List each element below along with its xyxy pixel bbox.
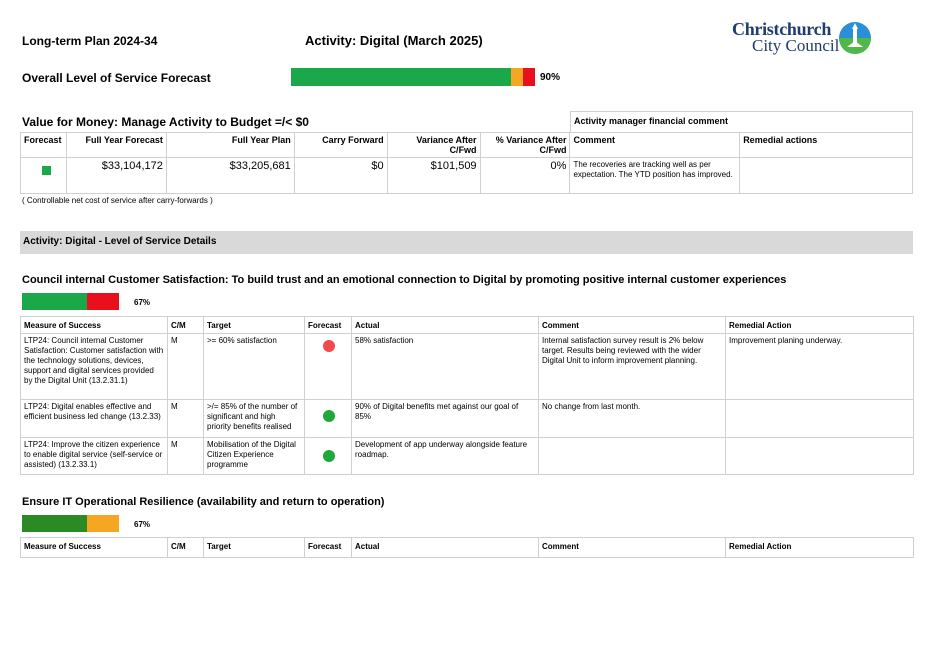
table-row [21, 400, 914, 438]
cm-cell: M [168, 400, 204, 438]
measure-cell: LTP24: Improve the citizen experience to enable digital service (self-service or assisted) (13.2.33.1) [21, 438, 168, 475]
col-forecast: Forecast [305, 538, 352, 558]
bar-segment-orange [87, 515, 119, 532]
col-actual: Actual [352, 317, 539, 334]
forecast-status-dot [323, 410, 335, 422]
forecast-status-square [42, 166, 51, 175]
activity-title: Activity: Digital (March 2025) [305, 33, 483, 48]
bar-segment-red [523, 68, 535, 86]
financial-comment-heading: Activity manager financial comment [570, 111, 913, 132]
variance-value: $101,509 [387, 158, 480, 194]
group-2-header-row [21, 538, 914, 558]
group-1-title: Council internal Customer Satisfaction: To build trust and an emotional connection to Digital by promoting positive internal customer experiences [22, 274, 787, 286]
full-year-forecast-value: $33,104,172 [66, 158, 166, 194]
overall-los-bar [291, 68, 535, 86]
col-actual: Actual [352, 538, 539, 558]
col-comment: Comment [570, 133, 740, 158]
forecast-cell [21, 158, 67, 194]
col-remedial: Remedial actions [740, 133, 913, 158]
los-section-title: Activity: Digital - Level of Service Details [20, 231, 913, 254]
financial-comment: The recoveries are tracking well as per expectation. The YTD position has improved. [570, 158, 740, 194]
actual-cell: 90% of Digital benefits met against our goal of 85% [352, 400, 539, 438]
col-cm: C/M [168, 538, 204, 558]
comment-cell: No change from last month. [539, 400, 726, 438]
vfm-data-row [21, 158, 913, 194]
vfm-note: ( Controllable net cost of service after carry-forwards ) [22, 196, 213, 205]
col-remedial-action: Remedial Action [726, 317, 914, 334]
vfm-header-row [21, 133, 913, 158]
vfm-table [20, 132, 913, 194]
financial-remedial [740, 158, 913, 194]
col-measure: Measure of Success [21, 538, 168, 558]
cm-cell: M [168, 334, 204, 400]
col-variance: Variance After C/Fwd [387, 133, 480, 158]
measure-cell: LTP24: Council internal Customer Satisfaction: Customer satisfaction with the technology solutions, devices, support and digital services provided by the Digital Unit (13.2.31.1) [21, 334, 168, 400]
forecast-status-dot [323, 340, 335, 352]
col-comment: Comment [539, 317, 726, 334]
remedial-cell: Improvement planing underway. [726, 334, 914, 400]
comment-cell: Internal satisfaction survey result is 2% below target. Results being reviewed with the wider Digital Unit to inform improvement planning. [539, 334, 726, 400]
group-2-percent: 67% [134, 520, 151, 529]
bar-segment-green [291, 68, 511, 86]
pct-variance-value: 0% [480, 158, 570, 194]
target-cell: Mobilisation of the Digital Citizen Experience programme [204, 438, 305, 475]
col-measure: Measure of Success [21, 317, 168, 334]
col-pct-variance: % Variance After C/Fwd [480, 133, 570, 158]
comment-cell [539, 438, 726, 475]
council-logo [732, 19, 877, 59]
table-row [21, 334, 914, 400]
vfm-title: Value for Money: Manage Activity to Budget =/< $0 [22, 115, 309, 129]
group-2-title: Ensure IT Operational Resilience (availability and return to operation) [22, 496, 385, 508]
forecast-cell [305, 400, 352, 438]
col-target: Target [204, 538, 305, 558]
col-forecast: Forecast [305, 317, 352, 334]
actual-cell: 58% satisfaction [352, 334, 539, 400]
group-2-progress-bar [22, 515, 119, 532]
forecast-status-dot [323, 450, 335, 462]
carry-forward-value: $0 [294, 158, 387, 194]
col-forecast: Forecast [21, 133, 67, 158]
target-cell: >/= 85% of the number of significant and high priority benefits realised [204, 400, 305, 438]
bar-segment-dgreen [22, 515, 87, 532]
cm-cell: M [168, 438, 204, 475]
group-1-table [20, 316, 914, 475]
full-year-plan-value: $33,205,681 [166, 158, 294, 194]
group-2-table [20, 537, 914, 558]
bar-segment-red [87, 293, 119, 310]
col-full-year-plan: Full Year Plan [166, 133, 294, 158]
col-cm: C/M [168, 317, 204, 334]
forecast-cell [305, 438, 352, 475]
col-full-year-forecast: Full Year Forecast [66, 133, 166, 158]
logo-line-2: City Council [752, 36, 840, 55]
overall-los-percent: 90% [540, 72, 561, 83]
measure-cell: LTP24: Digital enables effective and efficient business led change (13.2.33) [21, 400, 168, 438]
col-remedial-action: Remedial Action [726, 538, 914, 558]
actual-cell: Development of app underway alongside feature roadmap. [352, 438, 539, 475]
remedial-cell [726, 400, 914, 438]
group-1-progress-bar [22, 293, 119, 310]
remedial-cell [726, 438, 914, 475]
plan-title: Long-term Plan 2024-34 [22, 34, 158, 48]
bar-segment-orange [511, 68, 523, 86]
col-comment: Comment [539, 538, 726, 558]
cathedral-logo-icon [838, 21, 872, 55]
logo-line-1: Christchurch [732, 19, 832, 39]
overall-los-label: Overall Level of Service Forecast [22, 71, 211, 85]
table-row [21, 438, 914, 475]
target-cell: >= 60% satisfaction [204, 334, 305, 400]
forecast-cell [305, 334, 352, 400]
col-target: Target [204, 317, 305, 334]
group-1-header-row [21, 317, 914, 334]
group-1-percent: 67% [134, 298, 151, 307]
col-carry-forward: Carry Forward [294, 133, 387, 158]
bar-segment-green [22, 293, 87, 310]
